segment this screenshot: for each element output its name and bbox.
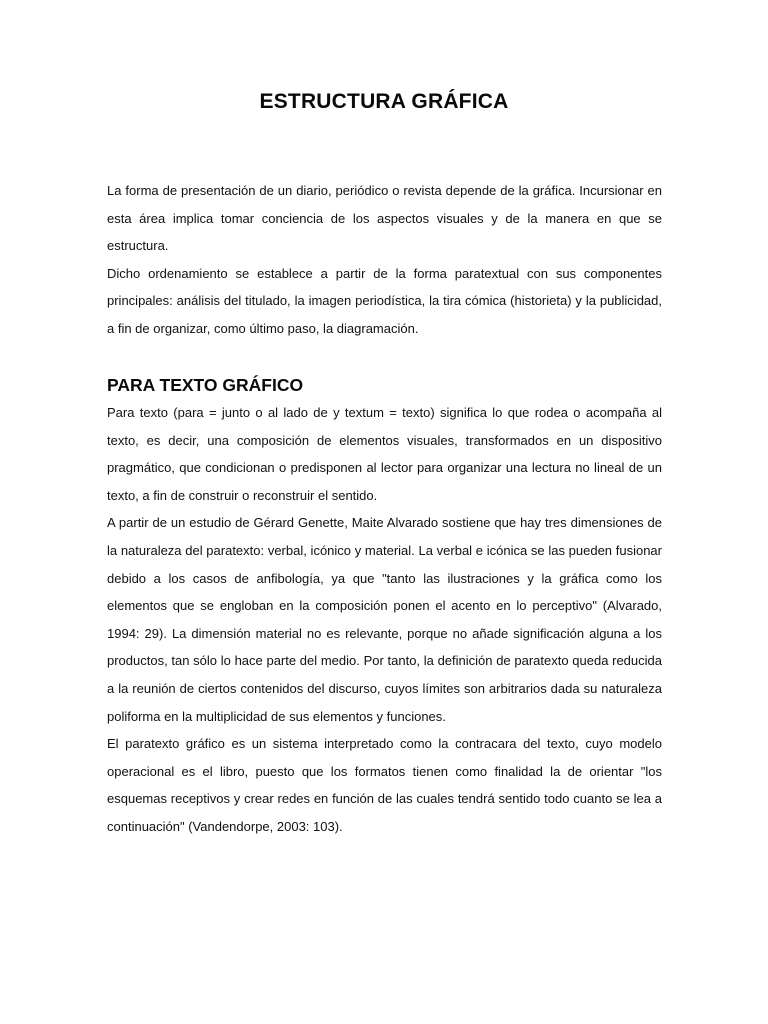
intro-section <box>107 177 662 343</box>
section-paragraph-3: El paratexto gráfico es un sistema interpretado como la contracara del texto, cuyo modelo operacional es el libro, puesto que los formatos tienen como finalidad la de orientar "los esquemas receptivos y crear redes en función de las cuales tendrá sentido todo cuanto se lea a continuación" (Vandendorpe, 2003: 103). <box>107 736 662 834</box>
document-title: ESTRUCTURA GRÁFICA <box>259 90 509 113</box>
section-heading: PARA TEXTO GRÁFICO <box>107 375 304 395</box>
intro-paragraph-1: La forma de presentación de un diario, periódico o revista depende de la gráfica. Incursionar en esta área implica tomar conciencia de los aspectos visuales y de la manera en que se estructura. <box>107 183 662 254</box>
section-paragraph-1: Para texto (para = junto o al lado de y textum = texto) significa lo que rodea o acompaña al texto, es decir, una composición de elementos visuales, transformados en un dispositivo pragmático, que condicionan o predisponen al lector para organizar una lectura no lineal de un texto, a fin de construir o reconstruir el sentido. <box>107 405 662 503</box>
intro-paragraph-2: Dicho ordenamiento se establece a partir de la forma paratextual con sus componentes principales: análisis del titulado, la imagen periodística, la tira cómica (historieta) y la publicidad, a fin de organizar, como último paso, la diagramación. <box>107 265 662 336</box>
paratexto-section <box>107 374 662 841</box>
section-paragraph-2: A partir de un estudio de Gérard Genette, Maite Alvarado sostiene que hay tres dimensiones de la naturaleza del paratexto: verbal, icónico y material. La verbal e icónica se las pueden fusionar debido a los casos de anfibología, ya que "tanto las ilustraciones y la gráfica como los elementos que se engloban en la composición ponen el acento en lo perceptivo" (Alvarado, 1994: 29). La dimensión material no es relevante, porque no añade significación alguna a los productos, tan sólo lo hace parte del medio. Por tanto, la definición de paratexto queda reducida a la reunión de ciertos contenidos del discurso, cuyos límites son arbitrarios dada su naturaleza poliforma en la multiplicidad de sus elementos y funciones. <box>107 515 662 724</box>
